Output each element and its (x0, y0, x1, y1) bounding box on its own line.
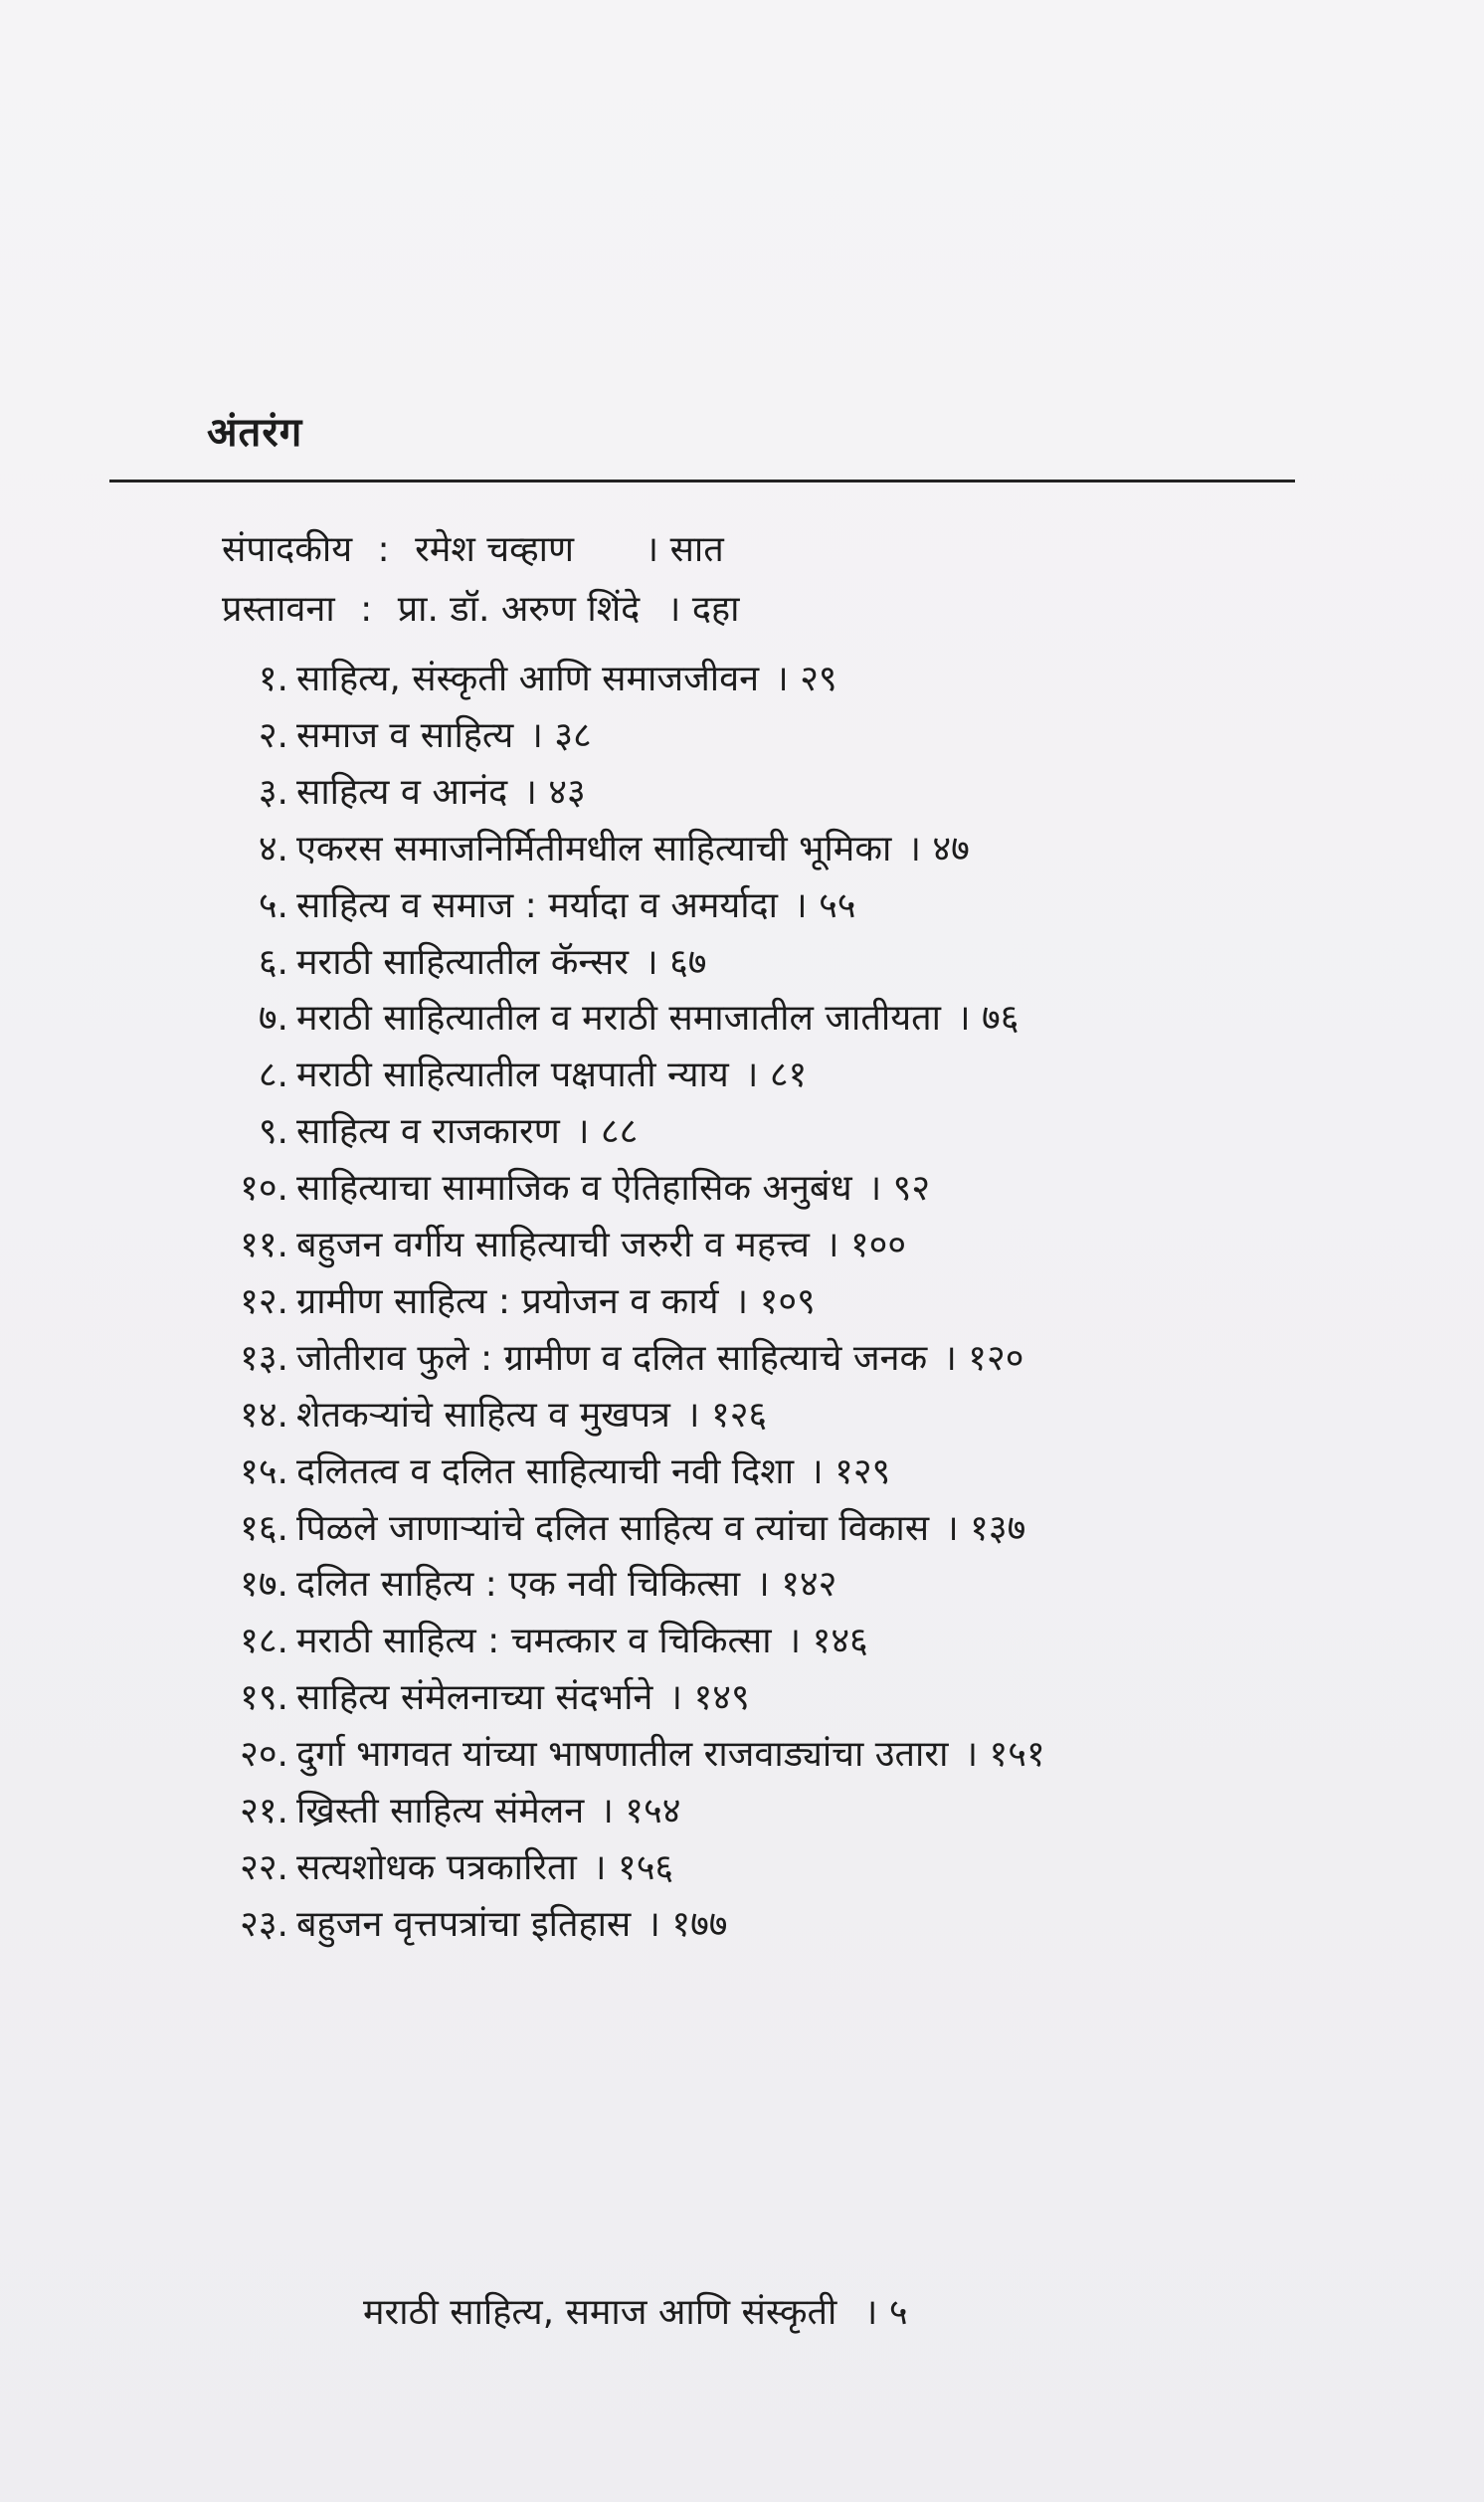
chapter-page: । ४७ (907, 828, 970, 869)
chapter-title-line (296, 1049, 807, 1097)
page-heading: अंतरंग (207, 410, 303, 456)
front-matter-page: । सात (645, 529, 724, 570)
chapter-number: १८. (240, 1621, 288, 1662)
chapter-title-line (296, 1162, 930, 1211)
front-matter-label: संपादकीय (222, 529, 353, 570)
chapter-number: १५. (240, 1450, 288, 1492)
chapter-title: मराठी साहित्यातील पक्षपाती न्याय (296, 1055, 729, 1096)
chapter-title: जोतीराव फुले : ग्रामीण व दलित साहित्याचे जनक (296, 1337, 928, 1379)
front-matter-separator: : (360, 589, 373, 630)
chapter-page: । १५१ (964, 1734, 1045, 1776)
chapter-number: १०. (240, 1168, 288, 1210)
chapter-page: । ८८ (575, 1111, 639, 1153)
chapter-number: ६. (258, 941, 288, 983)
chapter-page: । १२६ (685, 1394, 768, 1436)
chapter-title-line (296, 653, 837, 701)
chapter-page: । १४९ (668, 1677, 750, 1719)
chapter-title-line (296, 1785, 680, 1833)
chapter-title-line (296, 1502, 1025, 1551)
chapter-title-line (296, 1445, 890, 1494)
chapter-number: १२. (240, 1280, 288, 1322)
chapter-page: । १२० (943, 1337, 1024, 1379)
chapter-title: ख्रिस्ती साहित्य संमेलन (296, 1791, 585, 1831)
chapter-title: दुर्गा भागवत यांच्या भाषणातील राजवाड्यांचा उतारा (296, 1734, 949, 1776)
chapter-page: । १५६ (592, 1846, 674, 1888)
chapter-title: साहित्य संमेलनाच्या संदर्भाने (296, 1677, 653, 1719)
chapter-title: मराठी साहित्य : चमत्कार व चिकित्सा (296, 1621, 772, 1662)
footer-book-title: मराठी साहित्य, समाज आणि संस्कृती (363, 2292, 837, 2333)
front-matter-preface (222, 583, 739, 632)
chapter-page: । ७६ (956, 998, 1020, 1040)
chapter-page: । १०० (825, 1225, 907, 1265)
chapter-title: शेतकऱ्यांचे साहित्य व मुखपत्र (296, 1394, 670, 1436)
chapter-title-line (296, 1728, 1045, 1777)
chapter-page: । १०९ (734, 1280, 816, 1322)
chapter-page: । २९ (775, 659, 837, 699)
chapter-title-line (296, 992, 1019, 1041)
chapter-number: १९. (240, 1677, 288, 1719)
chapter-title-line (296, 1841, 673, 1890)
chapter-title: बहुजन वृत्तपत्रांचा इतिहास (296, 1903, 632, 1945)
chapter-page: । १५४ (600, 1791, 681, 1831)
front-matter-author: रमेश चव्हाण (415, 529, 575, 570)
chapter-title-line (296, 1219, 906, 1267)
chapter-page: । ४३ (523, 771, 586, 813)
chapter-number: २. (258, 714, 288, 756)
chapter-number: ८. (258, 1055, 288, 1096)
heading-rule (109, 480, 1295, 482)
chapter-title-line (296, 1898, 728, 1947)
chapter-page: । ३८ (529, 714, 592, 756)
running-footer (363, 2286, 908, 2335)
footer-page-number: । ५ (863, 2292, 908, 2333)
front-matter-editorial (222, 523, 724, 572)
chapter-number: ७. (258, 998, 288, 1040)
chapter-number: १. (258, 659, 288, 699)
chapter-number: १३. (240, 1337, 288, 1379)
chapter-number: २३. (240, 1903, 288, 1945)
front-matter-separator: : (377, 529, 390, 570)
chapter-title: मराठी साहित्यातील कॅन्सर (296, 941, 629, 983)
chapter-number: २१. (240, 1791, 288, 1831)
chapter-page: । ५५ (794, 884, 856, 926)
chapter-number: ९. (258, 1111, 288, 1153)
chapter-title-line (296, 1332, 1023, 1381)
chapter-title-line (296, 1558, 836, 1607)
chapter-title-line (296, 1615, 868, 1663)
chapter-page: । १२९ (810, 1450, 891, 1492)
chapter-title-line (296, 1389, 767, 1438)
chapter-title: बहुजन वर्गीय साहित्याची जरुरी व महत्त्व (296, 1225, 810, 1265)
chapter-title: सत्यशोधक पत्रकारिता (296, 1846, 577, 1888)
chapter-title-line (296, 936, 707, 985)
chapter-page: । ८१ (744, 1055, 808, 1096)
chapter-title: ग्रामीण साहित्य : प्रयोजन व कार्य (296, 1280, 719, 1322)
chapter-title-line (296, 1275, 816, 1324)
chapter-title: साहित्य व राजकारण (296, 1111, 560, 1153)
chapter-number: ३. (258, 771, 288, 813)
chapter-page: । १३७ (945, 1507, 1026, 1549)
chapter-title-line (296, 879, 856, 928)
chapter-page: । ९२ (867, 1168, 931, 1210)
chapter-number: ४. (258, 828, 288, 869)
chapter-title: मराठी साहित्यातील व मराठी समाजातील जातीयता (296, 998, 941, 1040)
chapter-page: । १४२ (756, 1564, 837, 1606)
chapter-title: पिळले जाणाऱ्यांचे दलित साहित्य व त्यांचा विकास (296, 1507, 930, 1549)
chapter-title: साहित्य व आनंद (296, 771, 508, 813)
chapter-title: साहित्याचा सामाजिक व ऐतिहासिक अनुबंध (296, 1168, 852, 1210)
chapter-title: साहित्य व समाज : मर्यादा व अमर्यादा (296, 884, 778, 926)
front-matter-author: प्रा. डॉ. अरुण शिंदे (397, 589, 641, 630)
chapter-number: ५. (258, 884, 288, 926)
chapter-number: २०. (240, 1734, 288, 1776)
chapter-page: । ६७ (645, 941, 707, 983)
chapter-title: दलित साहित्य : एक नवी चिकित्सा (296, 1564, 741, 1606)
chapter-number: १६. (240, 1507, 288, 1549)
chapter-title: एकरस समाजनिर्मितीमधील साहित्याची भूमिका (296, 828, 892, 869)
chapter-title-line (296, 766, 586, 815)
chapter-number: ११. (240, 1225, 288, 1265)
chapter-page: । १७७ (647, 1903, 728, 1945)
chapter-number: २२. (240, 1846, 288, 1888)
chapter-title-line (296, 709, 592, 758)
chapter-title-line (296, 1105, 638, 1154)
chapter-title: दलितत्व व दलित साहित्याची नवी दिशा (296, 1450, 795, 1492)
chapter-number: १७. (240, 1564, 288, 1606)
chapter-title-line (296, 1671, 750, 1720)
front-matter-page: । दहा (666, 589, 740, 630)
chapter-title-line (296, 823, 970, 871)
front-matter-label: प्रस्तावना (222, 589, 335, 630)
chapter-title: साहित्य, संस्कृती आणि समाजजीवन (296, 659, 760, 699)
chapter-number: १४. (240, 1394, 288, 1436)
chapter-title: समाज व साहित्य (296, 714, 514, 756)
chapter-page: । १४६ (787, 1621, 868, 1662)
